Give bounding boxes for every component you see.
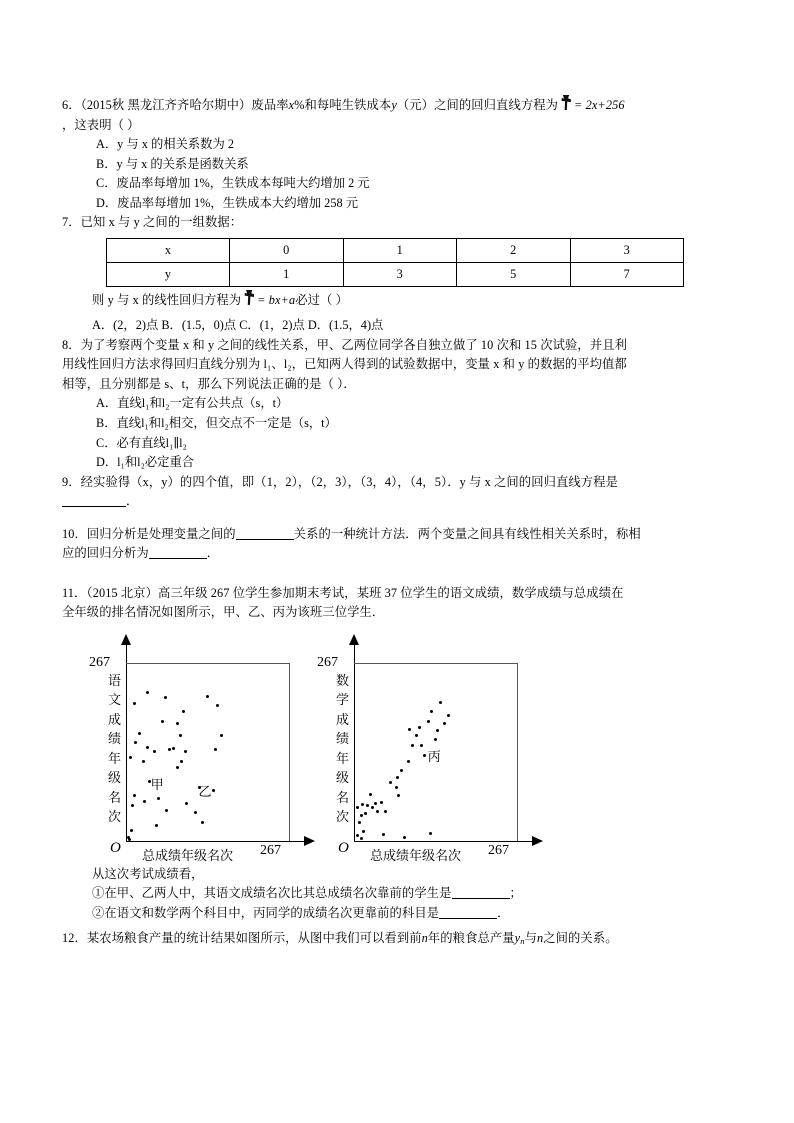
y-hat-glyph (560, 98, 573, 111)
scatter-point (418, 726, 421, 729)
question-11 (62, 584, 762, 924)
scatter-point (408, 728, 411, 731)
question-7-data-table (106, 238, 684, 287)
question-9-period: ． (126, 494, 139, 509)
y-axis-label-char: 名 (107, 789, 121, 805)
question-12-number: 12 (62, 931, 75, 946)
scatter-point (161, 720, 164, 723)
scatter-point (420, 744, 423, 747)
question-8-option-a: A．直线l₁和l₂一定有公共点（s，t） (96, 396, 289, 411)
plot-points-area (354, 663, 518, 841)
question-11-sub2-text: ②在语文和数学两个科目中，丙同学的成绩名次更靠前的科目是 (92, 905, 440, 920)
scatter-point (361, 803, 364, 806)
table-row (107, 238, 684, 262)
question-11-stem-line2: 全年级的排名情况如图所示，甲、乙、丙为该班三位学生． (62, 605, 385, 620)
scatter-point (143, 800, 146, 803)
scatter-point (439, 701, 442, 704)
scatter-point (415, 734, 418, 737)
question-7-after-table-a: 则 y 与 x 的线性回归方程为 (92, 292, 242, 307)
origin-label: O (110, 839, 121, 856)
x-axis-label: 总成绩年级名次 (370, 847, 462, 863)
answer-blank[interactable] (439, 905, 497, 919)
scatter-point (395, 786, 398, 789)
scatter-point (142, 760, 145, 763)
question-6-var-x: x (288, 98, 295, 112)
table-row (107, 262, 684, 286)
scatter-point (176, 722, 179, 725)
question-11-number: 11 (62, 585, 75, 600)
scatter-point (400, 769, 403, 772)
scatter-point (376, 810, 379, 813)
question-12-text-a: ．某农场粮食产量的统计结果如图所示，从图中我们可以看到前 (74, 931, 422, 946)
scatter-point (206, 695, 209, 698)
question-7-stem (62, 213, 762, 233)
scatter-point (447, 714, 450, 717)
scatter-point-label: 甲 (150, 777, 164, 793)
question-12-text-c: 与 (524, 931, 537, 946)
question-8-stem-line2: 用线性回归方法求得回归直线分别为 l₁、l₂，已知两人得到的试验数据中，变量 x 和 y 的数据的平均值都 (62, 357, 627, 372)
x-axis-line (126, 841, 306, 842)
table-cell: 3 (343, 262, 457, 286)
scatter-point (182, 710, 185, 713)
scatter-point (397, 794, 400, 797)
question-9 (62, 473, 762, 512)
question-8-number: 8 (62, 337, 69, 352)
table-row-header-x: x (107, 238, 230, 262)
question-11-sub2 (62, 904, 762, 924)
question-6-stem-a: ．（2015秋 黑龙江齐齐哈尔期中）废品率 (68, 98, 289, 112)
question-12-var-n-sub: n (520, 936, 525, 947)
question-6-stem (62, 96, 762, 116)
question-9-line1 (62, 473, 762, 493)
x-axis-label: 总成绩年级名次 (142, 847, 234, 863)
scatter-point (380, 801, 383, 804)
scatter-point (134, 741, 137, 744)
question-6-option-d: D．废品率每增加 1%，生铁成本大约增加 258 元 (96, 195, 358, 210)
question-12-var-n1: n (421, 931, 428, 946)
question-12 (62, 929, 762, 951)
y-axis-label-char: 次 (107, 809, 121, 825)
y-axis-max-tick: 267 (89, 654, 110, 670)
scatter-chart-pair (84, 637, 554, 865)
question-11-sub1 (62, 884, 762, 904)
scatter-point (130, 829, 133, 832)
scatter-point (138, 732, 141, 735)
y-axis-label-char: 名 (335, 789, 349, 805)
question-11-sub1-text: ①在甲、乙两人中，其语文成绩名次比其总成绩名次靠前的学生是 (92, 886, 452, 901)
scatter-point (180, 760, 183, 763)
question-12-text-d: 之间的关系。 (543, 931, 618, 946)
scatter-point (128, 838, 131, 841)
question-10-line2 (62, 544, 762, 564)
question-10 (62, 525, 762, 564)
y-axis-max-tick: 267 (317, 654, 338, 670)
question-8-stem-line1 (62, 336, 762, 356)
scatter-point (369, 793, 372, 796)
scatter-point (172, 747, 175, 750)
table-cell: 7 (570, 262, 684, 286)
scatter-point (133, 702, 136, 705)
scatter-point-label: 乙 (198, 783, 212, 799)
question-11-sub1-tail: ； (509, 886, 522, 901)
y-axis-label-char: 数 (335, 672, 349, 688)
y-axis-label-char: 级 (335, 770, 349, 786)
scatter-point (133, 794, 136, 797)
y-axis-label-char: 文 (107, 692, 121, 708)
scatter-point (164, 696, 167, 699)
question-10-line1 (62, 525, 762, 545)
x-axis-arrow-icon (532, 836, 543, 846)
scatter-point (407, 760, 410, 763)
y-axis-label-char: 年 (107, 750, 121, 766)
question-6-stem-tail: ，这表明（ ） (62, 117, 140, 132)
question-6-option-c: C．废品率每增加 1%，生铁成本每吨大约增加 2 元 (96, 176, 370, 191)
x-axis-max-tick: 267 (260, 842, 281, 858)
scatter-point (436, 729, 439, 732)
scatter-point (358, 821, 361, 824)
scatter-point (360, 814, 363, 817)
scatter-point (212, 789, 215, 792)
answer-blank[interactable] (236, 526, 294, 540)
answer-blank[interactable] (149, 545, 207, 559)
y-axis-label-char: 成 (335, 711, 349, 727)
question-12-text-b: 年的粮食总产量 (427, 931, 515, 946)
scatter-point (360, 837, 363, 840)
scatter-point (129, 756, 132, 759)
question-7-options-line: A．(2，2)点 B．(1.5，0)点 C．(1，2)点 D．(1.5，4)点 (92, 318, 384, 333)
y-axis-label-char: 级 (107, 770, 121, 786)
scatter-point (165, 809, 168, 812)
y-axis-label-char: 绩 (107, 731, 121, 747)
y-axis-label-char: 成 (107, 711, 121, 727)
question-7-after-table-b: 必过（ ） (295, 292, 348, 307)
question-11-stem-line1 (62, 584, 762, 604)
question-9-line2 (62, 492, 762, 512)
table-cell: 3 (570, 238, 684, 262)
question-9-text: ．经实验得（x，y）的四个值，即（1，2），（2，3），（3，4），（4，5）．y 与 x 之间的回归直线方程是 (68, 474, 618, 489)
scatter-point (374, 802, 377, 805)
y-axis-arrow-icon (121, 634, 131, 645)
scatter-point (364, 812, 367, 815)
scatter-point (146, 746, 149, 749)
y-axis-label-char: 次 (335, 809, 349, 825)
scatter-point (184, 750, 187, 753)
question-6-option-b: B．y 与 x 的关系是函数关系 (96, 156, 249, 171)
scatter-point (179, 734, 182, 737)
x-axis-line (354, 841, 534, 842)
scatter-point (157, 797, 160, 800)
scatter-point (403, 836, 406, 839)
scatter-point (362, 830, 365, 833)
y-axis-label-char: 绩 (335, 731, 349, 747)
y-axis-label (334, 671, 351, 827)
question-6-option-a: A．y 与 x 的相关系数为 2 (96, 137, 234, 151)
question-8-stem-line3: 相等，且分别都是 s、t，那么下列说法正确的是（ ）． (62, 376, 356, 391)
table-cell: 2 (457, 238, 571, 262)
y-axis-label-char: 年 (335, 750, 349, 766)
scatter-point (434, 738, 437, 741)
scatter-point (176, 766, 179, 769)
scatter-point (429, 832, 432, 835)
y-axis-label-char: 语 (107, 672, 121, 688)
x-axis-max-tick: 267 (488, 842, 509, 858)
table-cell: 1 (230, 262, 344, 286)
question-7-equation-line (62, 291, 762, 311)
scatter-point (194, 811, 197, 814)
origin-label: O (338, 839, 349, 856)
y-axis-arrow-icon (349, 634, 359, 645)
table-cell: 0 (230, 238, 344, 262)
scatter-point (155, 824, 158, 827)
question-6-equation: = 2x+256 (574, 98, 625, 112)
table-row-header-y: y (107, 262, 230, 286)
question-8-option-d: D．l₁和l₂必定重合 (96, 455, 195, 470)
question-7 (62, 213, 762, 336)
question-9-number: 9 (62, 474, 69, 489)
table-cell: 1 (343, 238, 457, 262)
question-8-option-b: B．直线l₁和l₂相交，但交点不一定是（s，t） (96, 416, 337, 431)
y-hat-glyph (243, 293, 256, 306)
question-6 (62, 96, 762, 213)
question-10-number: 10 (62, 526, 75, 541)
question-6-stem-c: （元）之间的回归直线方程为 (396, 98, 559, 112)
question-6-stem-b: %和每吨生铁成本 (294, 98, 392, 112)
y-axis-label-char: 学 (335, 692, 349, 708)
question-11-charts-intro: 从这次考试成绩看， (92, 866, 204, 881)
question-6-number: 6 (62, 98, 69, 112)
chart-math-vs-total-rank (312, 637, 542, 865)
chart-chinese-vs-total-rank (84, 637, 314, 865)
question-8-stem-a: ．为了考察两个变量 x 和 y 之间的线性关系，甲、乙两位同学各自独立做了 10 次和 15 次试验，并且利 (68, 337, 628, 352)
scatter-point (443, 722, 446, 725)
question-12-var-y: y (514, 931, 521, 946)
scatter-point (214, 748, 217, 751)
scatter-point (356, 834, 359, 837)
question-7-number: 7 (62, 215, 69, 230)
question-11-sub2-tail: ． (497, 905, 510, 920)
scatter-point (427, 720, 430, 723)
question-11-text-a: ．（2015 北京）高三年级 267 位学生参加期末考试，某班 37 位学生的语文成绩，数学成绩与总成绩在 (74, 585, 624, 600)
question-10-text-c: 应的回归分析为 (62, 546, 149, 561)
scatter-point (396, 776, 399, 779)
question-10-period: ． (206, 546, 220, 561)
scatter-point (131, 804, 134, 807)
question-10-text-b: 关系的一种统计方法．两个变量之间具有线性相关关系时，称相 (293, 526, 641, 541)
scatter-point (389, 781, 392, 784)
scatter-point (384, 810, 387, 813)
scatter-point (430, 710, 433, 713)
scatter-point (153, 750, 156, 753)
question-8-option-c: C．必有直线l₁∥l₂ (96, 435, 187, 450)
answer-blank[interactable] (452, 885, 510, 899)
scatter-point (201, 821, 204, 824)
scatter-point (168, 748, 171, 751)
table-cell: 5 (457, 262, 571, 286)
question-7-stem-text: ．已知 x 与 y 之间的一组数据： (68, 215, 243, 230)
scatter-point (356, 806, 359, 809)
question-10-text-a: ．回归分析是处理变量之间的 (74, 526, 236, 541)
answer-blank[interactable] (62, 493, 126, 507)
scatter-point-label: 丙 (427, 749, 441, 765)
scatter-point (423, 754, 426, 757)
scatter-point (411, 744, 414, 747)
scatter-point (371, 806, 374, 809)
question-12-line1 (62, 929, 762, 951)
scatter-point (146, 691, 149, 694)
question-8 (62, 336, 762, 473)
scatter-point (220, 734, 223, 737)
scatter-point (382, 833, 385, 836)
scatter-point (366, 804, 369, 807)
content-column (62, 96, 762, 952)
scatter-point (216, 704, 219, 707)
question-6-var-y: y (391, 98, 397, 112)
scatter-point (185, 802, 188, 805)
plot-points-area (126, 663, 290, 841)
y-axis-label (106, 671, 123, 827)
question-7-equation: = bx+a (257, 292, 296, 307)
question-12-var-n2: n (536, 931, 544, 946)
